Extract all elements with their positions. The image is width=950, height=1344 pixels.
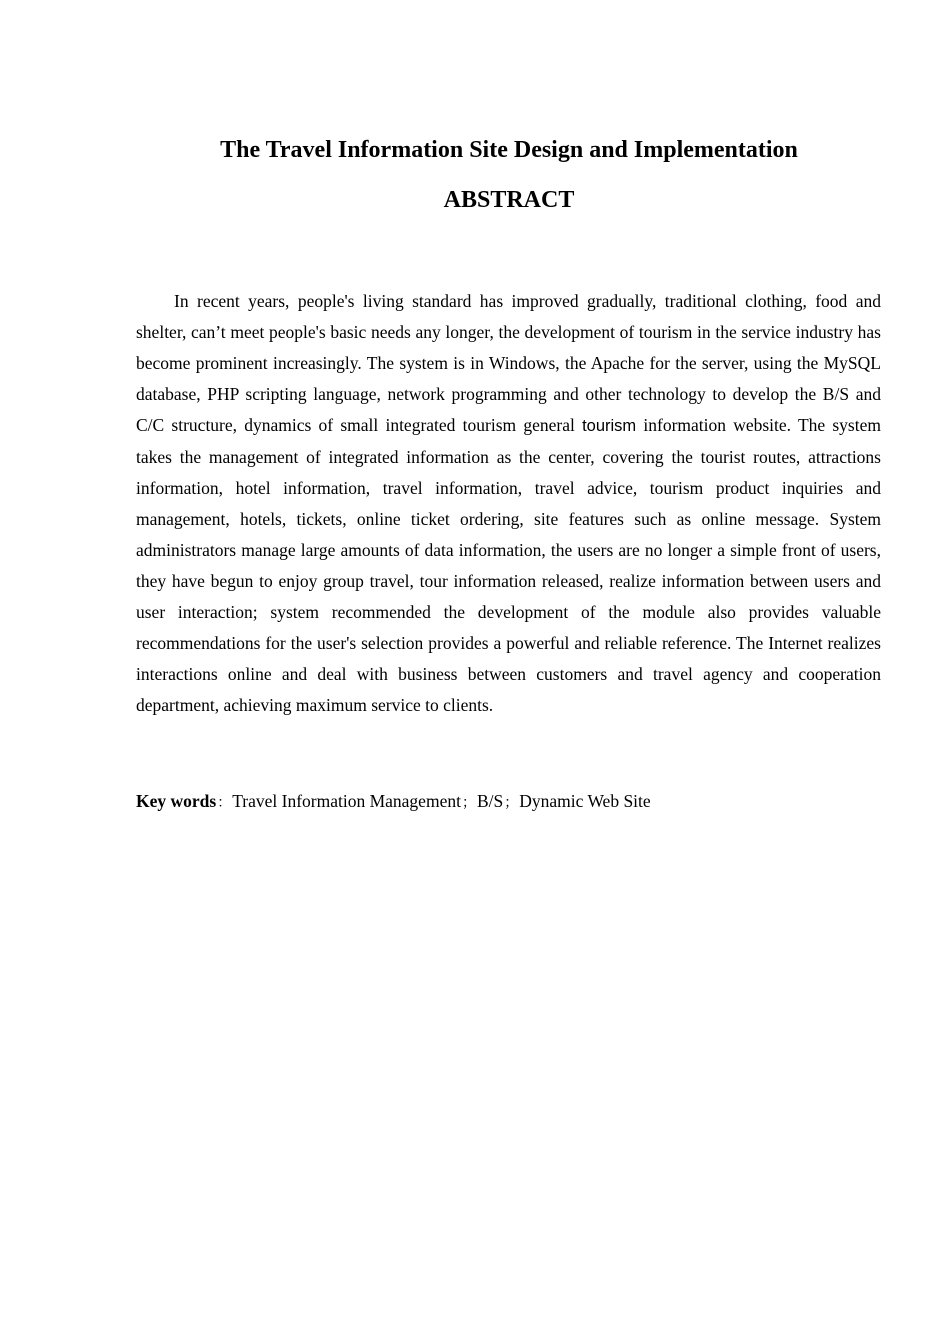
abstract-body [136, 286, 881, 721]
abstract-text-part-1: In recent years, people's living standard has improved gradually, traditional clothing, food and shelter, can’t meet people's basic needs any longer, the development of tourism in the service industry has become prominent increasingly. The system is in Windows, the Apache for the server, using the MySQL database, PHP scripting language, network programming and other technology to develop the B/S and C/C structure, dynamics of small integrated tourism general [136, 291, 881, 435]
keyword-delimiter: ； [504, 795, 519, 811]
document-title: The Travel Information Site Design and Implementation [220, 137, 798, 163]
keyword-item: Dynamic Web Site [519, 791, 651, 811]
keyword-item: Travel Information Management [232, 791, 461, 811]
keyword-delimiter: ； [461, 795, 476, 811]
keywords-label-separator: ： [217, 795, 232, 811]
keywords-label: Key words [136, 791, 217, 811]
abstract-text-part-2: information website. The system takes the management of integrated information as the center, covering the tourist routes, attractions information, hotel information, travel information, travel advice, tourism product inquiries and management, hotels, tickets, online ticket ordering, site features such as online message. System administrators manage large amounts of data information, the users are no longer a simple front of users, they have begun to enjoy group travel, tour information released, realize information between users and user interaction; system recommended the development of the module also provides valuable recommendations for the user's selection provides a powerful and reliable reference. The Internet realizes interactions online and deal with business between customers and travel agency and cooperation department, achieving maximum service to clients. [136, 415, 881, 715]
abstract-text-sans-word: tourism [582, 417, 637, 435]
abstract-heading: ABSTRACT [443, 187, 575, 213]
keyword-item: B/S [476, 791, 504, 811]
keywords-line [136, 786, 881, 819]
